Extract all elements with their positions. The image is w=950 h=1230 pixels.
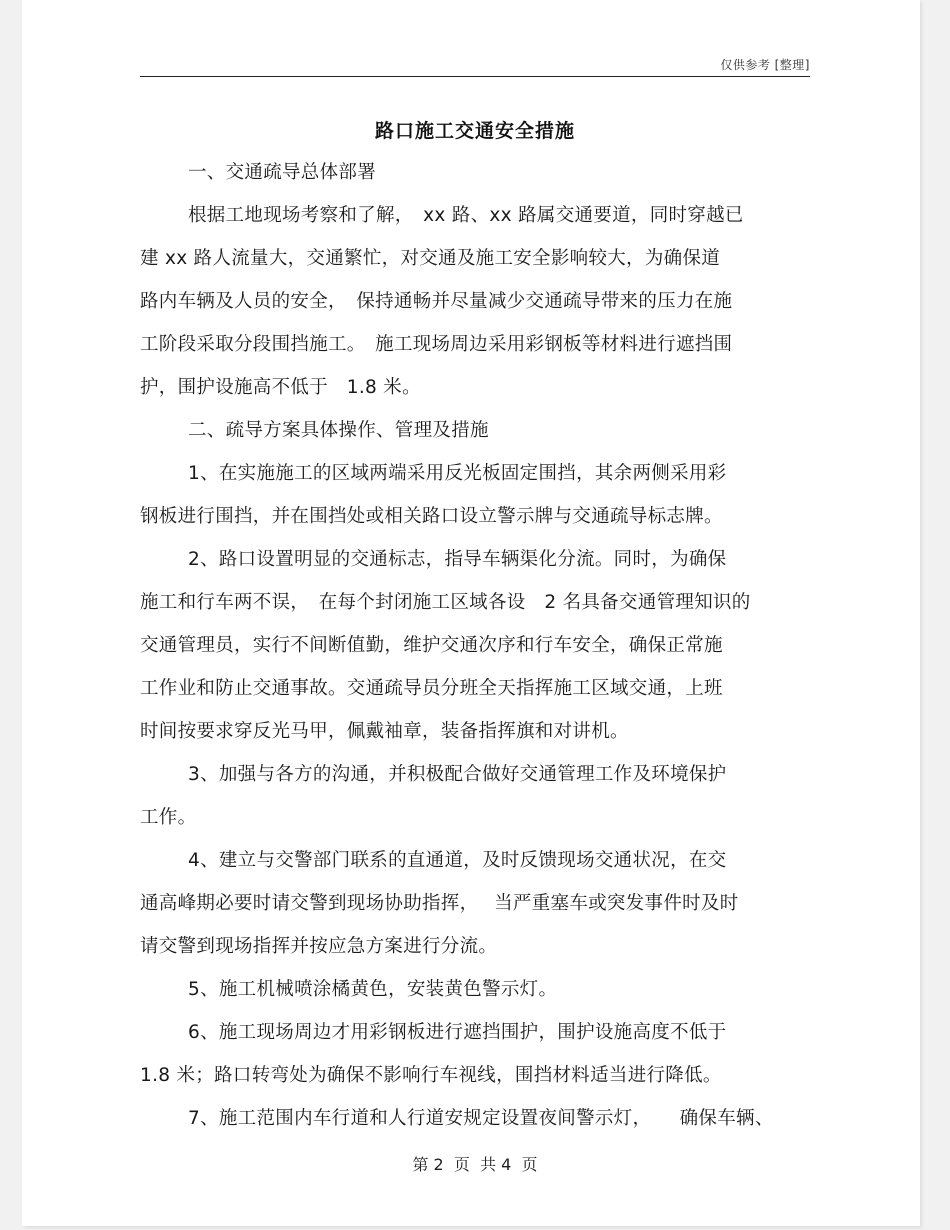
paragraph-line: 5、施工机械喷涂橘黄色，安装黄色警示灯。 xyxy=(188,979,558,1000)
document-body xyxy=(140,156,810,1145)
paragraph-line: 4、建立与交警部门联系的直通道，及时反馈现场交通状况，在交 xyxy=(188,850,727,871)
section-heading-2: 二、疏导方案具体操作、管理及措施 xyxy=(188,420,489,441)
paragraph-line: 6、施工现场周边才用彩钢板进行遮挡围护，围护设施高度不低于 xyxy=(188,1022,727,1043)
paragraph-line: 建 xx 路人流量大，交通繁忙，对交通及施工安全影响较大，为确保道 xyxy=(140,248,721,269)
page-number: 第 2 页 共 4 页 xyxy=(412,1155,538,1174)
paragraph-line: 工阶段采取分段围挡施工。 施工现场周边采用彩钢板等材料进行遮挡围 xyxy=(140,334,733,355)
paragraph-line: 2、路口设置明显的交通标志，指导车辆渠化分流。同时，为确保 xyxy=(188,549,727,570)
paragraph-line: 工作业和防止交通事故。交通疏导员分班全天指挥施工区域交通，上班 xyxy=(140,678,723,699)
paragraph-line: 钢板进行围挡，并在围挡处或相关路口设立警示牌与交通疏导标志牌。 xyxy=(140,506,723,527)
document-title: 路口施工交通安全措施 xyxy=(374,120,575,142)
paragraph-line: 护，围护设施高不低于 1.8 米。 xyxy=(140,377,421,398)
paragraph-line: 工作。 xyxy=(140,807,197,828)
paragraph-line: 路内车辆及人员的安全， 保持通畅并尽量减少交通疏导带来的压力在施 xyxy=(140,291,733,312)
paragraph-line: 请交警到现场指挥并按应急方案进行分流。 xyxy=(140,936,498,957)
section-heading-1: 一、交通疏导总体部署 xyxy=(188,162,377,183)
paragraph-line: 通高峰期必要时请交警到现场协助指挥， 当严重塞车或突发事件时及时 xyxy=(140,893,739,914)
paragraph-line: 根据工地现场考察和了解， xx 路、xx 路属交通要道，同时穿越已 xyxy=(188,205,744,226)
paragraph-line: 7、施工范围内车行道和人行道安规定设置夜间警示灯， 确保车辆、 xyxy=(188,1108,774,1129)
header-note: 仅供参考 [整理] xyxy=(720,58,810,72)
paragraph-line: 时间按要求穿反光马甲，佩戴袖章，装备指挥旗和对讲机。 xyxy=(140,721,629,742)
paragraph-line: 3、加强与各方的沟通，并积极配合做好交通管理工作及环境保护 xyxy=(188,764,727,785)
paragraph-line: 1.8 米；路口转弯处为确保不影响行车视线，围挡材料适当进行降低。 xyxy=(140,1065,722,1086)
paragraph-line: 交通管理员，实行不间断值勤，维护交通次序和行车安全，确保正常施 xyxy=(140,635,723,656)
header-rule xyxy=(140,76,810,77)
paragraph-line: 施工和行车两不误， 在每个封闭施工区域各设 2 名具备交通管理知识的 xyxy=(140,592,751,613)
paragraph-line: 1、在实施施工的区域两端采用反光板固定围挡，其余两侧采用彩 xyxy=(188,463,727,484)
